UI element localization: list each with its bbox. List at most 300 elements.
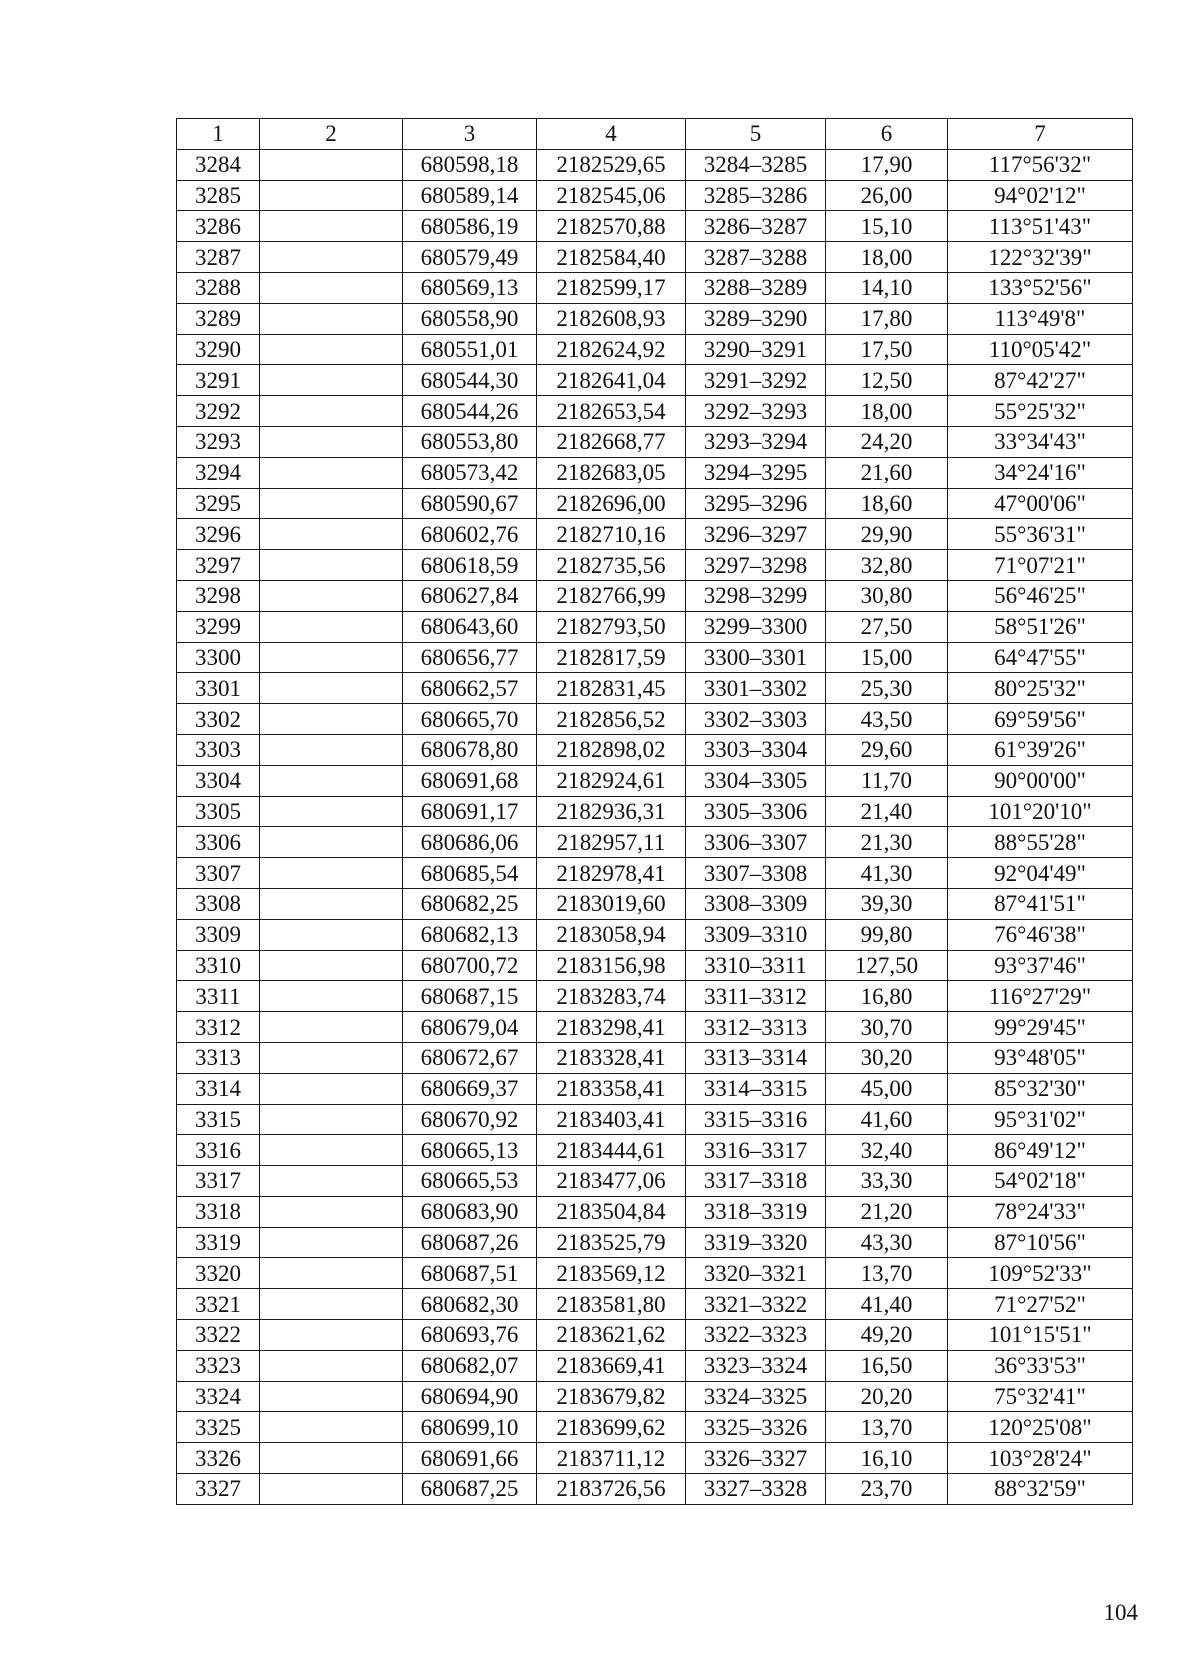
column-2-cell-cell [260, 858, 403, 889]
point-number-cell: 3298 [177, 580, 260, 611]
length-cell: 18,00 [826, 242, 948, 273]
y-coordinate-cell: 2183726,56 [537, 1474, 686, 1505]
column-header-3: 3 [403, 119, 537, 150]
angle-cell: 58°51'26" [948, 611, 1133, 642]
column-2-cell-cell [260, 1012, 403, 1043]
point-number-cell: 3311 [177, 981, 260, 1012]
segment-cell: 3286–3287 [686, 211, 826, 242]
y-coordinate-cell: 2182599,17 [537, 272, 686, 303]
angle-cell: 103°28'24" [948, 1443, 1133, 1474]
segment-cell: 3313–3314 [686, 1042, 826, 1073]
table-row [177, 1196, 1133, 1227]
table-row [177, 149, 1133, 180]
x-coordinate-cell: 680669,37 [403, 1073, 537, 1104]
x-coordinate-cell: 680662,57 [403, 673, 537, 704]
x-coordinate-cell: 680665,70 [403, 704, 537, 735]
point-number-cell: 3317 [177, 1166, 260, 1197]
column-2-cell-cell [260, 1196, 403, 1227]
x-coordinate-cell: 680693,76 [403, 1320, 537, 1351]
point-number-cell: 3289 [177, 303, 260, 334]
table-row [177, 1012, 1133, 1043]
segment-cell: 3326–3327 [686, 1443, 826, 1474]
point-number-cell: 3314 [177, 1073, 260, 1104]
column-2-cell-cell [260, 272, 403, 303]
table-row [177, 457, 1133, 488]
column-2-cell-cell [260, 334, 403, 365]
length-cell: 43,50 [826, 704, 948, 735]
point-number-cell: 3321 [177, 1289, 260, 1320]
angle-cell: 109°52'33" [948, 1258, 1133, 1289]
y-coordinate-cell: 2182924,61 [537, 765, 686, 796]
table-body [177, 149, 1133, 1504]
column-2-cell-cell [260, 426, 403, 457]
y-coordinate-cell: 2183283,74 [537, 981, 686, 1012]
column-2-cell-cell [260, 303, 403, 334]
table-row [177, 1474, 1133, 1505]
length-cell: 39,30 [826, 888, 948, 919]
y-coordinate-cell: 2182668,77 [537, 426, 686, 457]
segment-cell: 3297–3298 [686, 550, 826, 581]
length-cell: 16,10 [826, 1443, 948, 1474]
table-row [177, 334, 1133, 365]
angle-cell: 69°59'56" [948, 704, 1133, 735]
angle-cell: 86°49'12" [948, 1135, 1133, 1166]
column-2-cell-cell [260, 1166, 403, 1197]
angle-cell: 54°02'18" [948, 1166, 1133, 1197]
point-number-cell: 3290 [177, 334, 260, 365]
length-cell: 41,40 [826, 1289, 948, 1320]
segment-cell: 3310–3311 [686, 950, 826, 981]
column-2-cell-cell [260, 1443, 403, 1474]
y-coordinate-cell: 2182641,04 [537, 365, 686, 396]
x-coordinate-cell: 680691,66 [403, 1443, 537, 1474]
length-cell: 30,20 [826, 1042, 948, 1073]
length-cell: 17,50 [826, 334, 948, 365]
point-number-cell: 3296 [177, 519, 260, 550]
x-coordinate-cell: 680687,15 [403, 981, 537, 1012]
length-cell: 49,20 [826, 1320, 948, 1351]
angle-cell: 122°32'39" [948, 242, 1133, 273]
point-number-cell: 3297 [177, 550, 260, 581]
point-number-cell: 3322 [177, 1320, 260, 1351]
y-coordinate-cell: 2183581,80 [537, 1289, 686, 1320]
angle-cell: 101°20'10" [948, 796, 1133, 827]
point-number-cell: 3295 [177, 488, 260, 519]
point-number-cell: 3312 [177, 1012, 260, 1043]
point-number-cell: 3299 [177, 611, 260, 642]
table-row [177, 888, 1133, 919]
table-row [177, 396, 1133, 427]
x-coordinate-cell: 680682,25 [403, 888, 537, 919]
x-coordinate-cell: 680544,30 [403, 365, 537, 396]
column-header-6: 6 [826, 119, 948, 150]
table-row [177, 180, 1133, 211]
y-coordinate-cell: 2182766,99 [537, 580, 686, 611]
column-header-1: 1 [177, 119, 260, 150]
angle-cell: 64°47'55" [948, 642, 1133, 673]
point-number-cell: 3324 [177, 1381, 260, 1412]
point-number-cell: 3291 [177, 365, 260, 396]
segment-cell: 3305–3306 [686, 796, 826, 827]
x-coordinate-cell: 680602,76 [403, 519, 537, 550]
x-coordinate-cell: 680627,84 [403, 580, 537, 611]
column-2-cell-cell [260, 1381, 403, 1412]
y-coordinate-cell: 2183525,79 [537, 1227, 686, 1258]
angle-cell: 55°25'32" [948, 396, 1133, 427]
x-coordinate-cell: 680687,25 [403, 1474, 537, 1505]
length-cell: 127,50 [826, 950, 948, 981]
angle-cell: 80°25'32" [948, 673, 1133, 704]
page-number: 104 [1103, 1600, 1138, 1625]
segment-cell: 3322–3323 [686, 1320, 826, 1351]
x-coordinate-cell: 680573,42 [403, 457, 537, 488]
length-cell: 13,70 [826, 1258, 948, 1289]
segment-cell: 3306–3307 [686, 827, 826, 858]
angle-cell: 116°27'29" [948, 981, 1133, 1012]
point-number-cell: 3301 [177, 673, 260, 704]
segment-cell: 3316–3317 [686, 1135, 826, 1166]
segment-cell: 3301–3302 [686, 673, 826, 704]
point-number-cell: 3302 [177, 704, 260, 735]
column-2-cell-cell [260, 580, 403, 611]
angle-cell: 33°34'43" [948, 426, 1133, 457]
column-2-cell-cell [260, 519, 403, 550]
segment-cell: 3318–3319 [686, 1196, 826, 1227]
column-2-cell-cell [260, 765, 403, 796]
length-cell: 24,20 [826, 426, 948, 457]
point-number-cell: 3315 [177, 1104, 260, 1135]
angle-cell: 61°39'26" [948, 734, 1133, 765]
x-coordinate-cell: 680589,14 [403, 180, 537, 211]
column-2-cell-cell [260, 981, 403, 1012]
column-2-cell-cell [260, 365, 403, 396]
y-coordinate-cell: 2182735,56 [537, 550, 686, 581]
segment-cell: 3308–3309 [686, 888, 826, 919]
y-coordinate-cell: 2183358,41 [537, 1073, 686, 1104]
x-coordinate-cell: 680569,13 [403, 272, 537, 303]
point-number-cell: 3320 [177, 1258, 260, 1289]
angle-cell: 56°46'25" [948, 580, 1133, 611]
column-2-cell-cell [260, 827, 403, 858]
length-cell: 12,50 [826, 365, 948, 396]
angle-cell: 113°49'8" [948, 303, 1133, 334]
column-2-cell-cell [260, 550, 403, 581]
column-2-cell-cell [260, 611, 403, 642]
column-2-cell-cell [260, 1412, 403, 1443]
length-cell: 13,70 [826, 1412, 948, 1443]
point-number-cell: 3287 [177, 242, 260, 273]
coordinates-table [176, 118, 1133, 1505]
table-row [177, 519, 1133, 550]
y-coordinate-cell: 2183156,98 [537, 950, 686, 981]
column-2-cell-cell [260, 149, 403, 180]
y-coordinate-cell: 2183058,94 [537, 919, 686, 950]
segment-cell: 3288–3289 [686, 272, 826, 303]
column-2-cell-cell [260, 888, 403, 919]
segment-cell: 3320–3321 [686, 1258, 826, 1289]
length-cell: 20,20 [826, 1381, 948, 1412]
segment-cell: 3299–3300 [686, 611, 826, 642]
length-cell: 14,10 [826, 272, 948, 303]
y-coordinate-cell: 2182624,92 [537, 334, 686, 365]
y-coordinate-cell: 2182978,41 [537, 858, 686, 889]
x-coordinate-cell: 680590,67 [403, 488, 537, 519]
length-cell: 25,30 [826, 673, 948, 704]
table-row [177, 611, 1133, 642]
point-number-cell: 3292 [177, 396, 260, 427]
table-row [177, 1104, 1133, 1135]
length-cell: 41,60 [826, 1104, 948, 1135]
x-coordinate-cell: 680679,04 [403, 1012, 537, 1043]
y-coordinate-cell: 2183504,84 [537, 1196, 686, 1227]
segment-cell: 3315–3316 [686, 1104, 826, 1135]
angle-cell: 76°46'38" [948, 919, 1133, 950]
segment-cell: 3319–3320 [686, 1227, 826, 1258]
x-coordinate-cell: 680678,80 [403, 734, 537, 765]
point-number-cell: 3313 [177, 1042, 260, 1073]
length-cell: 16,50 [826, 1350, 948, 1381]
angle-cell: 92°04'49" [948, 858, 1133, 889]
angle-cell: 133°52'56" [948, 272, 1133, 303]
table-row [177, 550, 1133, 581]
angle-cell: 34°24'16" [948, 457, 1133, 488]
segment-cell: 3296–3297 [686, 519, 826, 550]
angle-cell: 117°56'32" [948, 149, 1133, 180]
column-2-cell-cell [260, 1320, 403, 1351]
length-cell: 33,30 [826, 1166, 948, 1197]
point-number-cell: 3303 [177, 734, 260, 765]
column-header-7: 7 [948, 119, 1133, 150]
angle-cell: 78°24'33" [948, 1196, 1133, 1227]
point-number-cell: 3310 [177, 950, 260, 981]
y-coordinate-cell: 2183403,41 [537, 1104, 686, 1135]
segment-cell: 3323–3324 [686, 1350, 826, 1381]
y-coordinate-cell: 2182584,40 [537, 242, 686, 273]
segment-cell: 3298–3299 [686, 580, 826, 611]
length-cell: 30,80 [826, 580, 948, 611]
x-coordinate-cell: 680687,26 [403, 1227, 537, 1258]
y-coordinate-cell: 2182957,11 [537, 827, 686, 858]
length-cell: 11,70 [826, 765, 948, 796]
segment-cell: 3284–3285 [686, 149, 826, 180]
column-header-5: 5 [686, 119, 826, 150]
segment-cell: 3293–3294 [686, 426, 826, 457]
segment-cell: 3287–3288 [686, 242, 826, 273]
y-coordinate-cell: 2182856,52 [537, 704, 686, 735]
length-cell: 17,90 [826, 149, 948, 180]
x-coordinate-cell: 680682,30 [403, 1289, 537, 1320]
length-cell: 21,30 [826, 827, 948, 858]
table-row [177, 1135, 1133, 1166]
table-row [177, 981, 1133, 1012]
point-number-cell: 3319 [177, 1227, 260, 1258]
angle-cell: 36°33'53" [948, 1350, 1133, 1381]
x-coordinate-cell: 680643,60 [403, 611, 537, 642]
table-row [177, 950, 1133, 981]
point-number-cell: 3306 [177, 827, 260, 858]
segment-cell: 3291–3292 [686, 365, 826, 396]
x-coordinate-cell: 680691,68 [403, 765, 537, 796]
segment-cell: 3300–3301 [686, 642, 826, 673]
table-row [177, 1381, 1133, 1412]
x-coordinate-cell: 680670,92 [403, 1104, 537, 1135]
point-number-cell: 3318 [177, 1196, 260, 1227]
segment-cell: 3303–3304 [686, 734, 826, 765]
segment-cell: 3307–3308 [686, 858, 826, 889]
segment-cell: 3289–3290 [686, 303, 826, 334]
length-cell: 29,60 [826, 734, 948, 765]
table-row [177, 488, 1133, 519]
segment-cell: 3314–3315 [686, 1073, 826, 1104]
x-coordinate-cell: 680618,59 [403, 550, 537, 581]
column-2-cell-cell [260, 242, 403, 273]
y-coordinate-cell: 2182831,45 [537, 673, 686, 704]
x-coordinate-cell: 680687,51 [403, 1258, 537, 1289]
y-coordinate-cell: 2182570,88 [537, 211, 686, 242]
length-cell: 15,00 [826, 642, 948, 673]
x-coordinate-cell: 680656,77 [403, 642, 537, 673]
point-number-cell: 3323 [177, 1350, 260, 1381]
angle-cell: 55°36'31" [948, 519, 1133, 550]
column-2-cell-cell [260, 673, 403, 704]
angle-cell: 95°31'02" [948, 1104, 1133, 1135]
length-cell: 32,80 [826, 550, 948, 581]
segment-cell: 3311–3312 [686, 981, 826, 1012]
x-coordinate-cell: 680586,19 [403, 211, 537, 242]
header-row [177, 119, 1133, 150]
angle-cell: 120°25'08" [948, 1412, 1133, 1443]
y-coordinate-cell: 2183679,82 [537, 1381, 686, 1412]
length-cell: 30,70 [826, 1012, 948, 1043]
x-coordinate-cell: 680665,53 [403, 1166, 537, 1197]
point-number-cell: 3309 [177, 919, 260, 950]
y-coordinate-cell: 2183699,62 [537, 1412, 686, 1443]
table-row [177, 1227, 1133, 1258]
segment-cell: 3327–3328 [686, 1474, 826, 1505]
length-cell: 21,20 [826, 1196, 948, 1227]
point-number-cell: 3284 [177, 149, 260, 180]
column-2-cell-cell [260, 211, 403, 242]
table-row [177, 1443, 1133, 1474]
table-row [177, 919, 1133, 950]
column-2-cell-cell [260, 1350, 403, 1381]
table-row [177, 1258, 1133, 1289]
angle-cell: 99°29'45" [948, 1012, 1133, 1043]
angle-cell: 113°51'43" [948, 211, 1133, 242]
angle-cell: 110°05'42" [948, 334, 1133, 365]
y-coordinate-cell: 2183019,60 [537, 888, 686, 919]
table-row [177, 858, 1133, 889]
table-row [177, 580, 1133, 611]
point-number-cell: 3316 [177, 1135, 260, 1166]
x-coordinate-cell: 680686,06 [403, 827, 537, 858]
table-row [177, 796, 1133, 827]
length-cell: 43,30 [826, 1227, 948, 1258]
column-2-cell-cell [260, 704, 403, 735]
angle-cell: 87°42'27" [948, 365, 1133, 396]
y-coordinate-cell: 2182529,65 [537, 149, 686, 180]
x-coordinate-cell: 680682,13 [403, 919, 537, 950]
point-number-cell: 3285 [177, 180, 260, 211]
x-coordinate-cell: 680691,17 [403, 796, 537, 827]
y-coordinate-cell: 2182608,93 [537, 303, 686, 334]
column-2-cell-cell [260, 396, 403, 427]
column-2-cell-cell [260, 1474, 403, 1505]
point-number-cell: 3293 [177, 426, 260, 457]
table-row [177, 1412, 1133, 1443]
y-coordinate-cell: 2182653,54 [537, 396, 686, 427]
y-coordinate-cell: 2182817,59 [537, 642, 686, 673]
segment-cell: 3312–3313 [686, 1012, 826, 1043]
angle-cell: 75°32'41" [948, 1381, 1133, 1412]
segment-cell: 3292–3293 [686, 396, 826, 427]
point-number-cell: 3300 [177, 642, 260, 673]
table-row [177, 1289, 1133, 1320]
table-row [177, 734, 1133, 765]
point-number-cell: 3327 [177, 1474, 260, 1505]
y-coordinate-cell: 2183621,62 [537, 1320, 686, 1351]
segment-cell: 3285–3286 [686, 180, 826, 211]
column-2-cell-cell [260, 734, 403, 765]
angle-cell: 85°32'30" [948, 1073, 1133, 1104]
y-coordinate-cell: 2182683,05 [537, 457, 686, 488]
length-cell: 18,60 [826, 488, 948, 519]
x-coordinate-cell: 680598,18 [403, 149, 537, 180]
angle-cell: 93°37'46" [948, 950, 1133, 981]
length-cell: 45,00 [826, 1073, 948, 1104]
angle-cell: 47°00'06" [948, 488, 1133, 519]
y-coordinate-cell: 2183669,41 [537, 1350, 686, 1381]
length-cell: 27,50 [826, 611, 948, 642]
length-cell: 99,80 [826, 919, 948, 950]
x-coordinate-cell: 680682,07 [403, 1350, 537, 1381]
y-coordinate-cell: 2182898,02 [537, 734, 686, 765]
point-number-cell: 3304 [177, 765, 260, 796]
table-row [177, 1042, 1133, 1073]
point-number-cell: 3308 [177, 888, 260, 919]
point-number-cell: 3286 [177, 211, 260, 242]
column-2-cell-cell [260, 950, 403, 981]
segment-cell: 3317–3318 [686, 1166, 826, 1197]
table-row [177, 211, 1133, 242]
table-row [177, 1166, 1133, 1197]
length-cell: 16,80 [826, 981, 948, 1012]
table-row [177, 272, 1133, 303]
point-number-cell: 3326 [177, 1443, 260, 1474]
segment-cell: 3325–3326 [686, 1412, 826, 1443]
x-coordinate-cell: 680665,13 [403, 1135, 537, 1166]
column-2-cell-cell [260, 796, 403, 827]
y-coordinate-cell: 2183444,61 [537, 1135, 686, 1166]
length-cell: 15,10 [826, 211, 948, 242]
column-header-4: 4 [537, 119, 686, 150]
angle-cell: 71°27'52" [948, 1289, 1133, 1320]
column-2-cell-cell [260, 1258, 403, 1289]
table-row [177, 673, 1133, 704]
column-2-cell-cell [260, 488, 403, 519]
column-2-cell-cell [260, 1073, 403, 1104]
column-2-cell-cell [260, 642, 403, 673]
length-cell: 32,40 [826, 1135, 948, 1166]
length-cell: 26,00 [826, 180, 948, 211]
y-coordinate-cell: 2182936,31 [537, 796, 686, 827]
table-row [177, 642, 1133, 673]
y-coordinate-cell: 2182696,00 [537, 488, 686, 519]
y-coordinate-cell: 2183711,12 [537, 1443, 686, 1474]
column-2-cell-cell [260, 1227, 403, 1258]
segment-cell: 3295–3296 [686, 488, 826, 519]
segment-cell: 3290–3291 [686, 334, 826, 365]
